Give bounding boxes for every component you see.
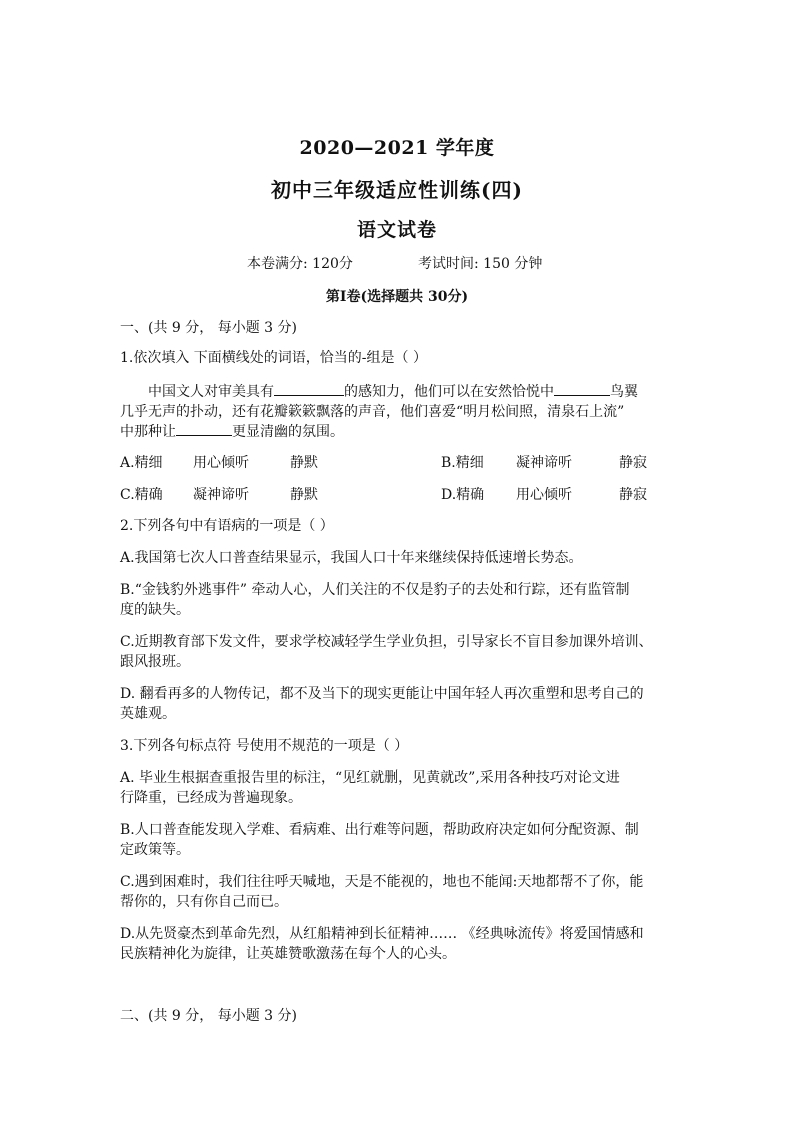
q2-option-b-line-1: B.“金钱豹外逃事件” 牵动人心，人们关注的不仅是豹子的去处和行踪，还有监管制 [120,582,630,598]
q2-option-d-line-2: 英雄观。 [120,706,176,722]
q2-option-d-line-1: D. 翻看再多的人物传记，都不及当下的现实更能让中国年轻人再次重塑和思考自己的 [120,686,644,702]
part-two-heading: 二、(共 9 分， 每小题 3 分) [120,1008,297,1024]
fill-blank-3 [176,421,232,436]
q2-option-b-line-2: 度的缺失。 [120,602,190,618]
q1-option-d-label: D.精确 [441,487,485,503]
q1-option-d-word-2: 用心倾听 [516,487,572,503]
q1-option-d-word-3: 静寂 [619,487,647,503]
question-2-stem: 2.下列各句中有语病的一项是（ ） [120,518,334,534]
q1-option-b-label: B.精细 [441,455,484,471]
exam-title: 初中三年级适应性训练(四) [271,178,523,202]
q1-option-a-word-2: 用心倾听 [193,455,249,471]
q3-option-b-line-2: 定政策等。 [120,842,190,858]
fill-blank-2 [554,381,610,396]
q2-option-c-line-1: C.近期教育部下发文件，要求学校减轻学生学业负担，引导家长不盲目参加课外培训、 [120,634,653,650]
q3-option-a-line-1: A. 毕业生根据查重报告里的标注，“见红就删，见黄就改”,采用各种技巧对论文进 [120,770,620,786]
q3-option-d-line-1: D.从先贤豪杰到革命先烈，从红船精神到长征精神…… 《经典咏流传》将爱国情感和 [120,926,644,942]
question-3-stem: 3.下列各句标点符 号使用不规范的一项是（ ） [120,738,409,754]
q3-option-b-line-1: B.人口普查能发现入学难、看病难、出行难等问题，帮助政府决定如何分配资源、制 [120,822,639,838]
exam-year: 2020—2021 学年度 [299,137,495,159]
q1-passage-text: 的感知力，他们可以在安然恰悦中 [344,384,554,400]
q1-passage-text: 鸟翼 [610,384,638,400]
q3-option-c-line-2: 帮你的，只有你自己而已。 [120,894,288,910]
full-score: 本卷满分: 120分 [247,256,353,272]
exam-time: 考试时间: 150 分钟 [418,256,543,272]
q2-option-a: A.我国第七次人口普查结果显示，我国人口十年来继续保持低速增长势态。 [120,550,583,566]
part-one-heading: 一、(共 9 分， 每小题 3 分) [120,320,297,336]
q1-option-c-label: C.精确 [120,487,163,503]
q1-passage-line-3 [120,421,344,442]
q2-option-c-line-2: 跟风报班。 [120,654,190,670]
exam-subject: 语文试卷 [356,219,437,241]
q3-option-c-line-1: C.遇到困难时，我们往往呼天喊地，天是不能视的，地也不能闻:天地都帮不了你，能 [120,874,644,890]
q1-option-a-word-3: 静默 [290,455,318,471]
q1-option-b-word-3: 静寂 [619,455,647,471]
section-title: 第Ⅰ卷(选择题共 30分) [325,289,469,305]
fill-blank-1 [274,381,344,396]
q1-option-b-word-2: 凝神谛听 [516,455,572,471]
q1-passage-text: 中那种让 [120,424,176,440]
q1-option-a-label: A.精细 [120,455,163,471]
q1-passage-line-1 [148,381,638,402]
question-1-stem: 1.依次填入 下面横线处的词语，恰当的-组是（ ） [120,350,427,366]
q1-passage-text: 更显清幽的氛围。 [232,424,344,440]
q1-option-c-word-2: 凝神谛听 [193,487,249,503]
q1-passage-text: 中国文人对审美具有 [148,384,274,400]
q1-option-c-word-3: 静默 [290,487,318,503]
q3-option-a-line-2: 行降重，已经成为普遍现象。 [120,790,302,806]
q3-option-d-line-2: 民族精神化为旋律，让英雄赞歌激荡在每个人的心头。 [120,946,456,962]
q1-passage-line-2: 几乎无声的扑动，还有花瓣簌簌飘落的声音，他们喜爱“明月松间照，清泉石上流” [120,404,625,420]
